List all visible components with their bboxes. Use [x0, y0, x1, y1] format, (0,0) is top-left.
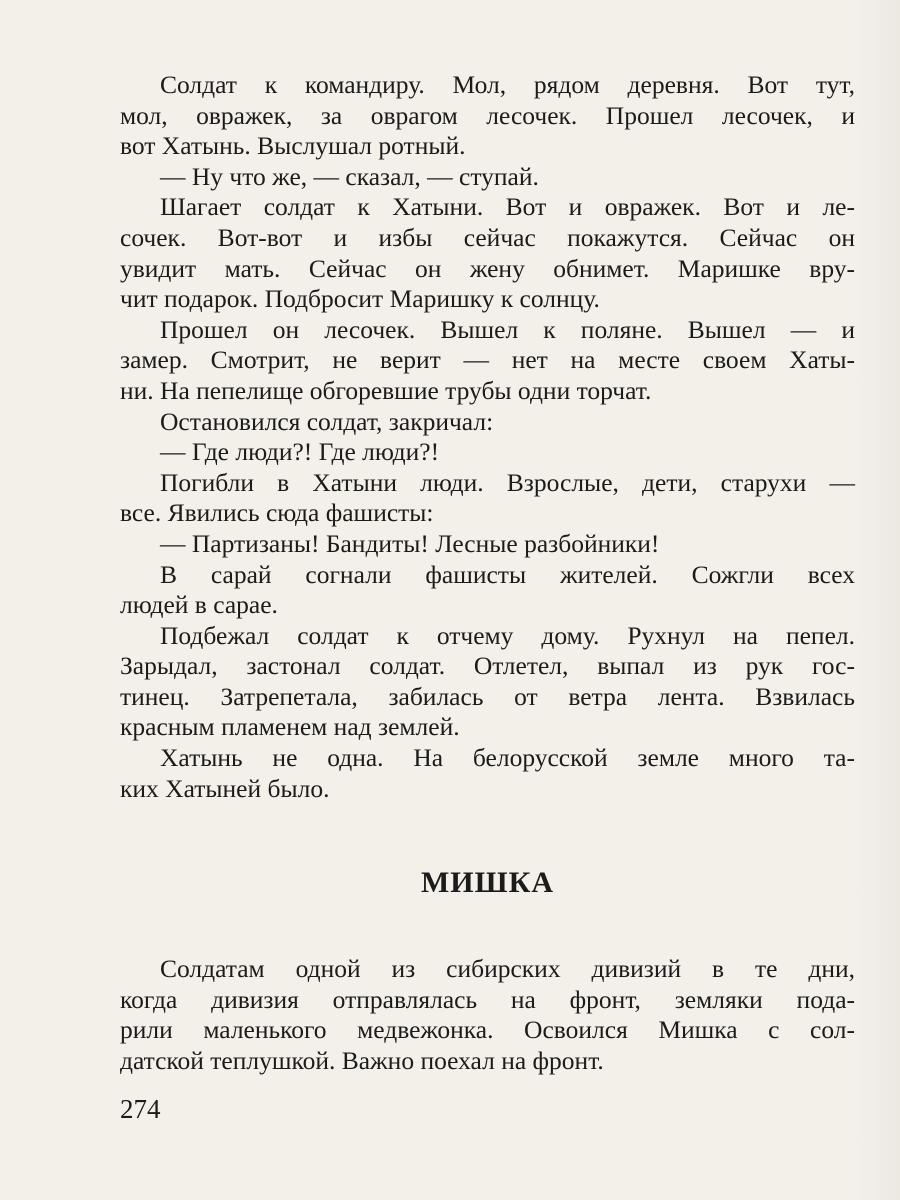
text-line: тинец. Затрепетала, забилась от ветра лента. Взвилась — [120, 681, 855, 711]
text-line: все. Явились сюда фашисты: — [120, 498, 434, 528]
text-line: замер. Смотрит, не верит — нет на месте своем Хаты- — [120, 345, 855, 375]
text-line: Остановился солдат, закричал: — [160, 406, 494, 436]
text-line: чит подарок. Подбросит Маришку к солнцу. — [120, 284, 600, 314]
text-line: красным пламенем над землей. — [120, 712, 460, 742]
story-text-khatyn — [120, 70, 855, 804]
text-line: Подбежал солдат к отчему дому. Рухнул на пепел. — [160, 620, 855, 650]
text-line: увидит мать. Сейчас он жену обнимет. Маришке вру- — [120, 253, 855, 283]
text-line: Прошел он лесочек. Вышел к поляне. Вышел — и — [160, 314, 855, 344]
text-line: мол, овражек, за оврагом лесочек. Прошел лесочек, и — [120, 100, 855, 130]
text-line: ни. На пепелище обгоревшие трубы одни торчат. — [120, 375, 652, 405]
text-line: Хатынь не одна. На белорусской земле много та- — [160, 743, 855, 773]
story-text-mishka — [120, 954, 855, 1076]
text-line: людей в сарае. — [120, 590, 278, 620]
text-line: В сарай согнали фашисты жителей. Сожгли всех — [160, 559, 855, 589]
text-line: датской теплушкой. Важно поехал на фронт. — [120, 1045, 604, 1075]
text-line: Солдатам одной из сибирских дивизий в те дни, — [160, 954, 855, 983]
page-gutter-shadow — [855, 0, 900, 1200]
text-line: ких Хатыней было. — [120, 773, 330, 803]
text-line: — Партизаны! Бандиты! Лесные разбойники! — [160, 528, 660, 558]
text-line: Шагает солдат к Хатыни. Вот и овражек. Вот и ле- — [160, 192, 855, 222]
text-line: Солдат к командиру. Мол, рядом деревня. Вот тут, — [160, 70, 855, 99]
text-line: — Где люди?! Где люди?! — [160, 437, 440, 467]
section-title: МИШКА — [420, 866, 554, 899]
text-line: вот Хатынь. Выслушал ротный. — [120, 131, 466, 161]
page-number: 274 — [120, 1094, 161, 1124]
text-line: когда дивизия отправлялась на фронт, земляки пода- — [120, 984, 855, 1014]
text-line: рили маленького медвежонка. Освоился Мишка с сол- — [120, 1015, 855, 1045]
text-line: сочек. Вот-вот и избы сейчас покажутся. Сейчас он — [120, 222, 855, 252]
text-line: Погибли в Хатыни люди. Взрослые, дети, старухи — — [160, 467, 855, 497]
text-line: Зарыдал, застонал солдат. Отлетел, выпал из рук гос- — [120, 651, 855, 681]
text-line: — Ну что же, — сказал, — ступай. — [160, 161, 539, 191]
